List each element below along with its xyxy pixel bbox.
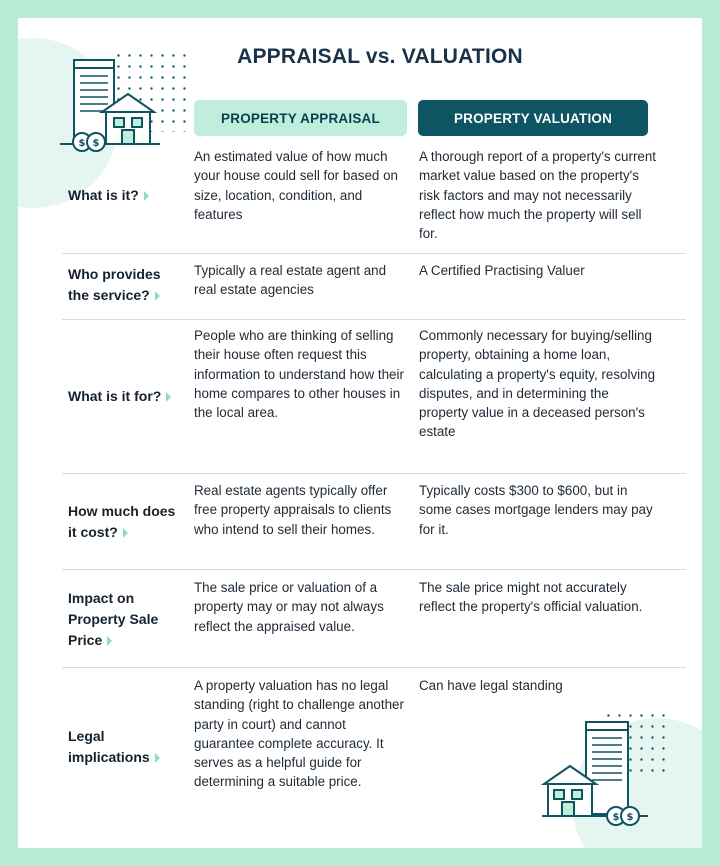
chevron-right-icon bbox=[166, 392, 171, 402]
appraisal-cell: The sale price or valuation of a property may or may not always reflect the appraised value. bbox=[194, 580, 384, 634]
appraisal-cell: Real estate agents typically offer free property appraisals to clients who intend to sell their homes. bbox=[194, 483, 392, 537]
valuation-cell: Commonly necessary for buying/selling property, obtaining a home loan, calculating a property's equity, resolving disputes, and in determining the property value in a deceased person's estate bbox=[419, 328, 656, 440]
chevron-right-icon bbox=[155, 291, 160, 301]
chevron-right-icon bbox=[155, 753, 160, 763]
svg-text:$: $ bbox=[78, 138, 86, 149]
chevron-right-icon bbox=[144, 191, 149, 201]
chevron-right-icon bbox=[107, 636, 112, 646]
column-header-appraisal: PROPERTY APPRAISAL bbox=[194, 100, 407, 136]
appraisal-cell: A property valuation has no legal standing (right to challenge another party in court) and cannot guarantee complete accuracy. It serves as a helpful guide for determining a suitable price. bbox=[194, 678, 404, 790]
infographic-card bbox=[18, 18, 702, 848]
svg-text:$: $ bbox=[626, 812, 634, 823]
table-row bbox=[62, 254, 686, 320]
chevron-right-icon bbox=[123, 528, 128, 538]
table-row bbox=[62, 570, 686, 668]
row-label: Who provides the service? bbox=[68, 266, 161, 303]
appraisal-cell: Typically a real estate agent and real estate agencies bbox=[194, 263, 387, 298]
table-row bbox=[62, 474, 686, 570]
row-label: Impact on Property Sale Price bbox=[68, 590, 159, 648]
appraisal-cell: An estimated value of how much your house could sell for based on size, location, condition, and features bbox=[194, 149, 398, 222]
valuation-cell: The sale price might not accurately reflect the property's official valuation. bbox=[419, 580, 643, 615]
table-row bbox=[62, 143, 686, 254]
svg-text:$: $ bbox=[612, 812, 620, 823]
row-label: How much does it cost? bbox=[68, 503, 176, 540]
valuation-cell: A thorough report of a property's current market value based on the property's risk factors and may not necessarily reflect how much the property will sell for. bbox=[419, 149, 657, 242]
svg-text:$: $ bbox=[92, 138, 100, 149]
valuation-cell: A Certified Practising Valuer bbox=[419, 263, 585, 278]
valuation-cell: Typically costs $300 to $600, but in some cases mortgage lenders may pay for it. bbox=[419, 483, 653, 537]
row-label: Legal implications bbox=[68, 726, 180, 768]
row-label: What is it for? bbox=[68, 386, 180, 407]
valuation-cell: Can have legal standing bbox=[419, 678, 563, 693]
table-row bbox=[62, 668, 686, 818]
page-title: APPRAISAL vs. VALUATION bbox=[237, 45, 523, 68]
table-row bbox=[62, 320, 686, 474]
appraisal-cell: People who are thinking of selling their house often request this information to understand how their home compares to other houses in the local area. bbox=[194, 328, 404, 421]
column-header-valuation: PROPERTY VALUATION bbox=[418, 100, 648, 136]
row-label: What is it? bbox=[68, 185, 180, 206]
real-estate-building-icon bbox=[56, 56, 164, 152]
